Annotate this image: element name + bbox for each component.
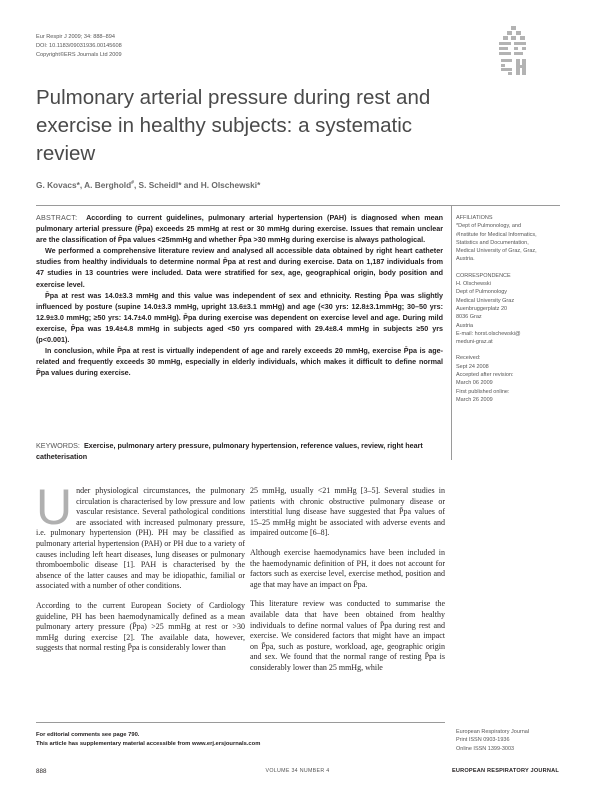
affiliation-line: #Institute for Medical Informatics,: [456, 231, 537, 238]
date-line: Sept 24 2008: [456, 363, 489, 370]
copyright: Copyright©ERS Journals Ltd 2009: [36, 52, 122, 58]
date-line: March 26 2009: [456, 396, 493, 403]
date-line: Received:: [456, 355, 481, 362]
citation: Eur Respir J 2009; 34: 888–894: [36, 34, 115, 40]
author-affiliation-mark: #: [131, 180, 134, 187]
author-name: , A. Berghold: [79, 180, 132, 190]
page-number: 888: [36, 768, 47, 775]
correspondence-line: Dept of Pulmonology: [456, 289, 508, 296]
email-link[interactable]: meduni-graz.at: [456, 339, 493, 346]
correspondence-line: 8036 Graz: [456, 314, 482, 321]
author-name: , S. Scheidl: [133, 180, 179, 190]
affiliations-heading: AFFILIATIONS: [456, 215, 493, 221]
issn-block: [456, 728, 529, 753]
affiliations: [456, 214, 566, 264]
sidebar-divider: [451, 206, 452, 460]
author-name: and H. Olschewski: [181, 180, 258, 190]
abstract-heading: ABSTRACT:: [36, 213, 78, 222]
drop-cap: U: [36, 479, 73, 535]
body-paragraph: [36, 479, 245, 592]
body-column-left: [36, 479, 245, 663]
keywords: [36, 440, 446, 462]
date-line: First published online:: [456, 388, 510, 395]
body-paragraph: 25 mmHg, usually <21 mmHg [3–5]. Several studies in patients with chronic obstructive pulmonary disease or interstitial lung disease have suggested that P̄pa values of 15–25 mmHg might be associated with adverse events and impaired outcome [6–8].: [250, 486, 445, 538]
affiliation-line: *Dept of Pulmonology, and: [456, 223, 522, 230]
sidebar: [456, 214, 566, 412]
abstract-paragraph: P̄pa at rest was 14.0±3.3 mmHg and this value was independent of sex and ethnicity. Resting P̄pa was slightly influenced by posture (supine 14.0±3.3 mmHg, upright 13.6±3.1 mmHg) and age (<30 yrs: 12.8±3.1mmHg; 30–50 yrs: 12.9±3.0 mmHg; ≥50 yrs: 14.7±4.0 mmHg). P̄pa during exercise was dependent on exercise level and age. During mild exercise, P̄pa was 19.4±4.8 mmHg in subjects aged <50 yrs compared with 29.4±8.4 mmHg in subjects ≥50 yrs (p<0.001).: [36, 290, 443, 345]
ers-logo-icon: [499, 26, 529, 78]
abstract-paragraph: In conclusion, while P̄pa at rest is virtually independent of age and rarely exceeds 20 mmHg, exercise P̄pa is age-related and frequently exceeds 30 mmHg, especially in elderly individuals, which makes it difficult to define normal P̄pa values during exercise.: [36, 346, 443, 378]
keywords-heading: KEYWORDS:: [36, 441, 80, 450]
affiliation-line: Medical University of Graz, Graz,: [456, 248, 537, 255]
volume-issue: VOLUME 34 NUMBER 4: [265, 768, 330, 774]
author-name: G. Kovacs: [36, 180, 77, 190]
article-title: Pulmonary arterial pressure during rest and exercise in healthy subjects: a systematic review: [36, 86, 431, 165]
print-issn: Print ISSN 0903-1936: [456, 737, 510, 744]
editorial-comment-note: For editorial comments see page 790.: [36, 732, 140, 738]
journal-name: European Respiratory Journal: [456, 729, 530, 735]
supplementary-note[interactable]: This article has supplementary material accessible from www.erj.ersjournals.com: [36, 740, 261, 747]
correspondence-line: Auenbruggerplatz 20: [456, 305, 508, 312]
footnote-divider: [36, 722, 445, 723]
body-column-right: [250, 486, 445, 683]
affiliation-line: Statistics and Documentation,: [456, 239, 529, 246]
correspondence-line: Austria: [456, 322, 474, 329]
author-affiliation-mark: *: [178, 180, 182, 190]
body-paragraph: This literature review was conducted to summarise the available data that have been obtained from healthy individuals to define normal values of P̄pa during rest and exercise. We considered factors that might have an impact on P̄pa, such as posture, workload, age, geographic origin and sex. We found that the normal range of resting P̄pa is considerably lower than 25 mmHg, while: [250, 599, 445, 672]
body-paragraph: According to the current European Society of Cardiology guideline, PH has been haemodynamically defined as a mean pulmonary artery pressure (P̄pa) >25 mmHg at rest or >30 mmHg during exercise [2]. The available data, however, suggests that normal resting P̄pa is considerably lower than: [36, 600, 245, 653]
correspondence-heading: CORRESPONDENCE: [456, 272, 511, 279]
body-paragraph: Although exercise haemodynamics have been included in the haemodynamic definition of PH, it does not account for factors such as exercise level, exercise method, position and age that may have an impact on P̄pa.: [250, 547, 445, 589]
email-link[interactable]: E-mail: horst.olschewski@: [456, 330, 521, 337]
footnotes: [36, 731, 446, 748]
date-line: March 06 2009: [456, 380, 493, 387]
correspondence-line: Medical University Graz: [456, 297, 515, 304]
abstract-text: According to current guidelines, pulmonary arterial hypertension (PAH) is diagnosed when mean pulmonary arterial pressure (P̄pa) exceeds 25 mmHg at rest or 30 mmHg during exercise. Issues that remain unclear are the classification of P̄pa values <25mmHg and whether P̄pa >30 mmHg during exercise is always pathological.: [36, 213, 443, 245]
citation-block: [36, 33, 122, 60]
doi: DOI: 10.1183/09031936.00145608: [36, 43, 122, 49]
author-affiliation-mark: *: [257, 180, 261, 190]
author-affiliation-mark: *: [76, 180, 80, 190]
body-text: nder physiological circumstances, the pulmonary circulation is characterised by low pressure and low vascular resistance. Several pathological conditions are associated with increased pulmonary pressure, i.e. pulmonary hypertension (PH). PH may be classified as pulmonary arterial hypertension (PAH) or PH due to a variety of causes including left heart diseases, lung diseases or pulmonary thromboembolic disease [1]. PAH is characterised by the absence of the latter causes and may be idiopathic, familial or associated with a number of other conditions.: [36, 486, 245, 591]
journal-footer: EUROPEAN RESPIRATORY JOURNAL: [451, 768, 559, 774]
correspondence-line: H. Olschewski: [456, 281, 491, 288]
abstract-paragraph: We performed a comprehensive literature review and analysed all accessible data obtained by right heart catheter studies from healthy individuals to determine normal P̄pa at rest and during exercise. Data on 1,187 individuals from 47 studies in 13 countries were included. Data were stratified for sex, age, geographical origin, body position and exercise level.: [36, 246, 443, 289]
author-list: [36, 180, 260, 190]
affiliation-line: Austria.: [456, 256, 475, 263]
article-dates: [456, 354, 566, 404]
correspondence: [456, 272, 566, 347]
abstract: [36, 212, 443, 378]
online-issn: Online ISSN 1399-3003: [456, 745, 515, 752]
keywords-text: Exercise, pulmonary artery pressure, pulmonary hypertension, reference values, review, right heart catheterisation: [36, 441, 423, 461]
header-divider: [36, 205, 560, 206]
abstract-paragraph: [36, 212, 443, 245]
date-line: Accepted after revision:: [456, 372, 514, 379]
